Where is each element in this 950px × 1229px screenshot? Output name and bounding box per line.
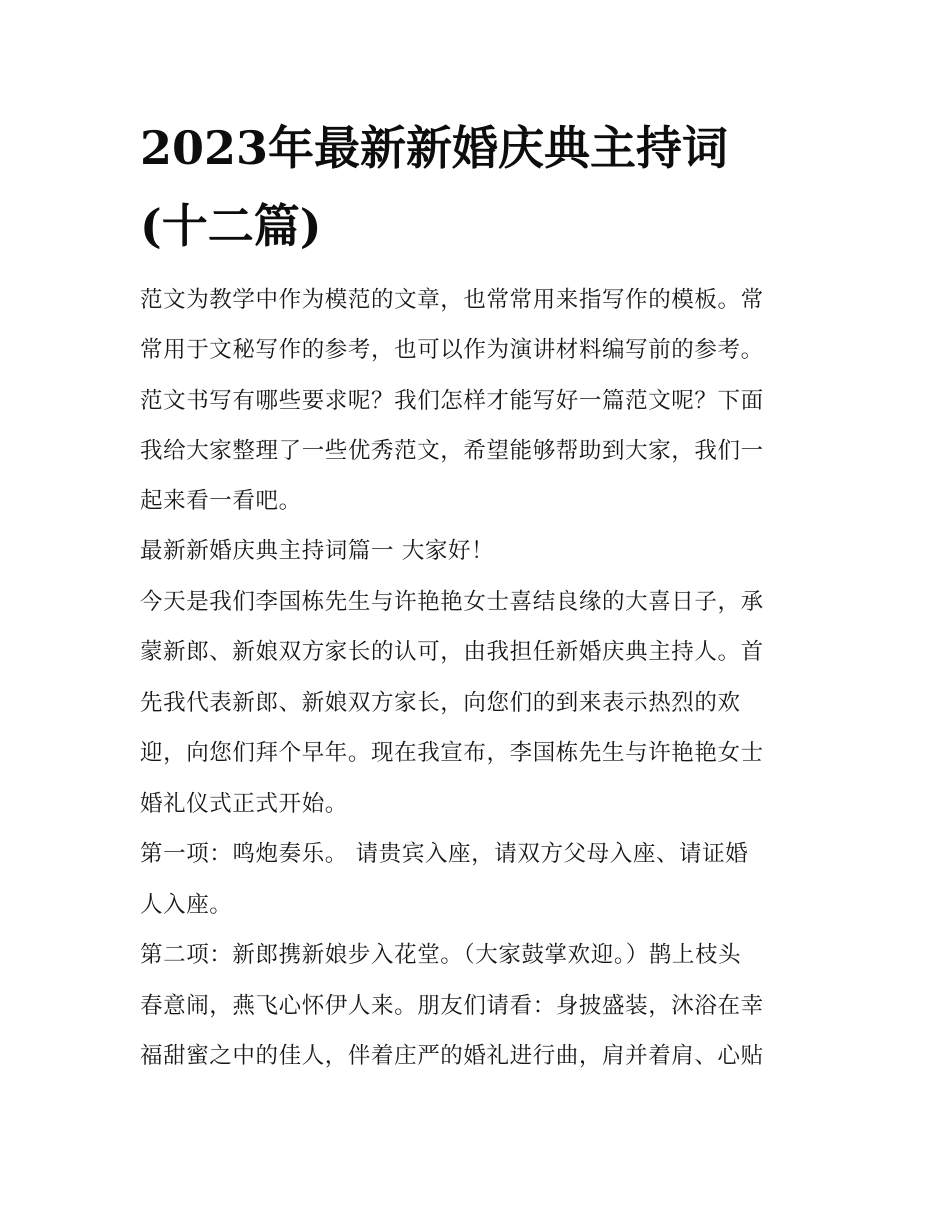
document-title-line-2: (十二篇) (140, 199, 322, 253)
paragraph-line: 起来看一看吧。 (140, 488, 302, 514)
paragraph-line: 春意闹，燕飞心怀伊人来。朋友们请看：身披盛装，沐浴在幸 (140, 993, 764, 1019)
paragraph-line: 人入座。 (140, 892, 233, 918)
paragraph-line: 范文为教学中作为模范的文章，也常常用来指写作的模板。常 (140, 287, 764, 313)
paragraph-line: 先我代表新郎、新娘双方家长，向您们的到来表示热烈的欢 (140, 690, 741, 716)
paragraph-line: 今天是我们李国栋先生与许艳艳女士喜结良缘的大喜日子，承 (140, 589, 764, 615)
paragraph-line: 范文书写有哪些要求呢？我们怎样才能写好一篇范文呢？下面 (140, 388, 764, 414)
section-heading-line: 最新新婚庆典主持词篇一 大家好！ (140, 538, 495, 564)
paragraph-line: 福甜蜜之中的佳人，伴着庄严的婚礼进行曲，肩并着肩、心贴 (140, 1043, 764, 1069)
paragraph-line: 婚礼仪式正式开始。 (140, 791, 348, 817)
paragraph-line: 第二项：新郎携新娘步入花堂。（大家鼓掌欢迎。）鹊上枝头 (140, 942, 742, 968)
paragraph-line: 第一项：鸣炮奏乐。 请贵宾入座，请双方父母入座、请证婚 (140, 841, 749, 867)
paragraph-line: 迎，向您们拜个早年。现在我宣布，李国栋先生与许艳艳女士 (140, 740, 764, 766)
paragraph-line: 蒙新郎、新娘双方家长的认可，由我担任新婚庆典主持人。首 (140, 639, 764, 665)
paragraph-line: 我给大家整理了一些优秀范文，希望能够帮助到大家，我们一 (140, 438, 764, 464)
document-title-line-1: 2023年最新新婚庆典主持词 (140, 121, 729, 175)
paragraph-line: 常用于文秘写作的参考，也可以作为演讲材料编写前的参考。 (140, 337, 764, 363)
